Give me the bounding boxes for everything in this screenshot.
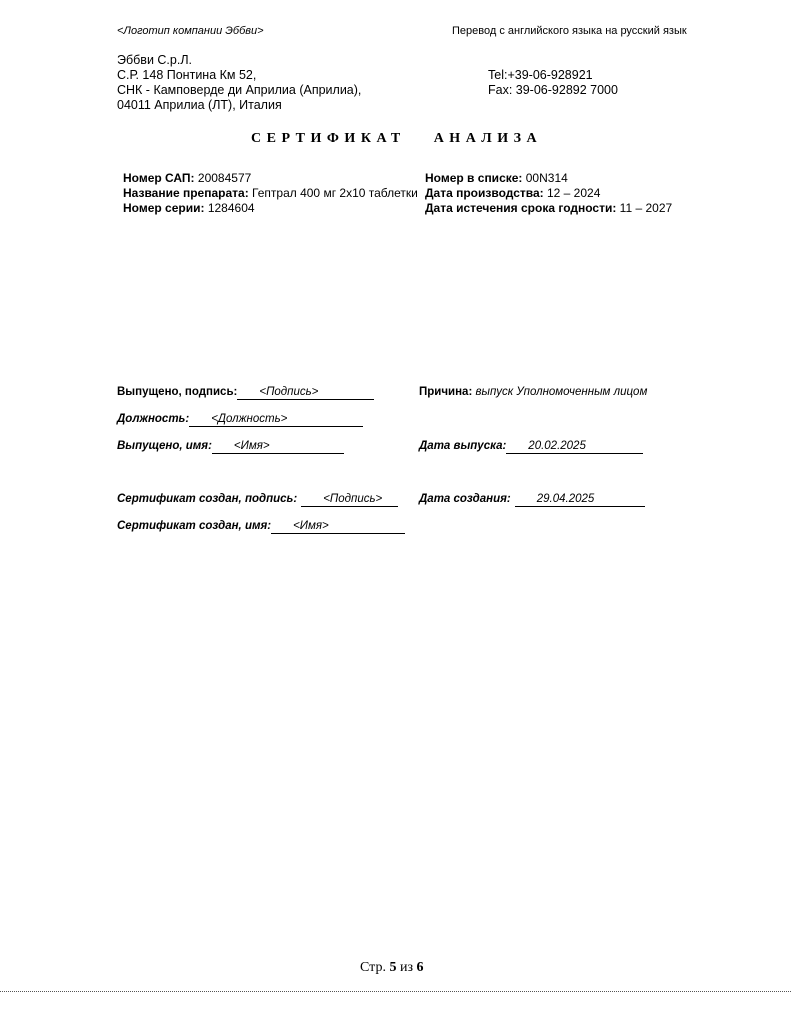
creation-name-value: <Имя> xyxy=(271,520,405,534)
release-name-row xyxy=(117,440,344,454)
creation-name-row xyxy=(117,520,405,534)
translation-note: Перевод с английского языка на русский язык xyxy=(452,25,687,37)
product-name-row xyxy=(123,186,418,201)
release-position-label: Должность: xyxy=(117,413,190,425)
company-contacts xyxy=(488,68,618,98)
release-date-value: 20.02.2025 xyxy=(506,440,643,454)
sap-number-row xyxy=(123,171,418,186)
title-word-2: АНАЛИЗА xyxy=(433,131,543,146)
list-number-value: 00N314 xyxy=(522,171,568,185)
expiry-date-row xyxy=(425,201,672,216)
release-name-label: Выпущено, имя: xyxy=(117,440,212,452)
company-name: Эббви С.р.Л. xyxy=(117,53,192,67)
page-current: 5 xyxy=(389,960,397,975)
release-position-row xyxy=(117,413,363,427)
company-tel: Tel:+39-06-928921 xyxy=(488,68,593,82)
expiry-date-value: 11 – 2027 xyxy=(616,201,673,215)
sap-number-label: Номер САП: xyxy=(123,171,195,185)
address-line-1: С.Р. 148 Понтина Км 52, xyxy=(117,68,257,82)
batch-number-label: Номер серии: xyxy=(123,201,205,215)
product-info-left xyxy=(123,171,418,216)
release-reason-row xyxy=(419,386,647,398)
address-line-2: СНК - Камповерде ди Априлиа (Априлиа), xyxy=(117,83,362,97)
manufacture-date-label: Дата производства: xyxy=(425,186,544,200)
release-date-label: Дата выпуска: xyxy=(419,440,507,452)
creation-signature-value: <Подпись> xyxy=(301,493,398,507)
creation-name-label: Сертификат создан, имя: xyxy=(117,520,272,532)
creation-date-value: 29.04.2025 xyxy=(515,493,645,507)
release-reason-label: Причина: xyxy=(419,386,473,398)
page-separator: из xyxy=(396,960,417,975)
company-fax: Fax: 39-06-92892 7000 xyxy=(488,83,618,97)
company-address xyxy=(117,53,361,113)
batch-number-row xyxy=(123,201,418,216)
release-signature-label: Выпущено, подпись: xyxy=(117,386,238,398)
release-signature-value: <Подпись> xyxy=(237,386,374,400)
page-total: 6 xyxy=(416,960,424,975)
batch-number-value: 1284604 xyxy=(204,201,255,215)
release-name-value: <Имя> xyxy=(212,440,344,454)
address-line-3: 04011 Априлиа (ЛТ), Италия xyxy=(117,98,282,112)
page-number xyxy=(360,960,423,976)
product-info-right xyxy=(425,171,672,216)
product-name-value: Гептрал 400 мг 2х10 таблетки xyxy=(248,186,418,200)
list-number-row xyxy=(425,171,672,186)
creation-signature-label: Сертификат создан, подпись: xyxy=(117,493,298,505)
creation-signature-row xyxy=(117,493,398,507)
sap-number-value: 20084577 xyxy=(194,171,252,185)
page-prefix: Стр. xyxy=(360,960,390,975)
creation-date-label: Дата создания: xyxy=(419,493,511,505)
page-break-divider xyxy=(0,991,791,992)
release-reason-value: выпуск Уполномоченным лицом xyxy=(472,386,648,398)
release-signature-row xyxy=(117,386,374,400)
release-date-row xyxy=(419,440,643,454)
expiry-date-label: Дата истечения срока годности: xyxy=(425,201,617,215)
document-title xyxy=(251,131,541,147)
list-number-label: Номер в списке: xyxy=(425,171,523,185)
product-name-label: Название препарата: xyxy=(123,186,249,200)
title-word-1: СЕРТИФИКАТ xyxy=(251,131,406,146)
manufacture-date-row xyxy=(425,186,672,201)
logo-placeholder: <Логотип компании Эббви> xyxy=(117,25,264,37)
manufacture-date-value: 12 – 2024 xyxy=(543,186,601,200)
release-position-value: <Должность> xyxy=(189,413,363,427)
creation-date-row xyxy=(419,493,645,507)
